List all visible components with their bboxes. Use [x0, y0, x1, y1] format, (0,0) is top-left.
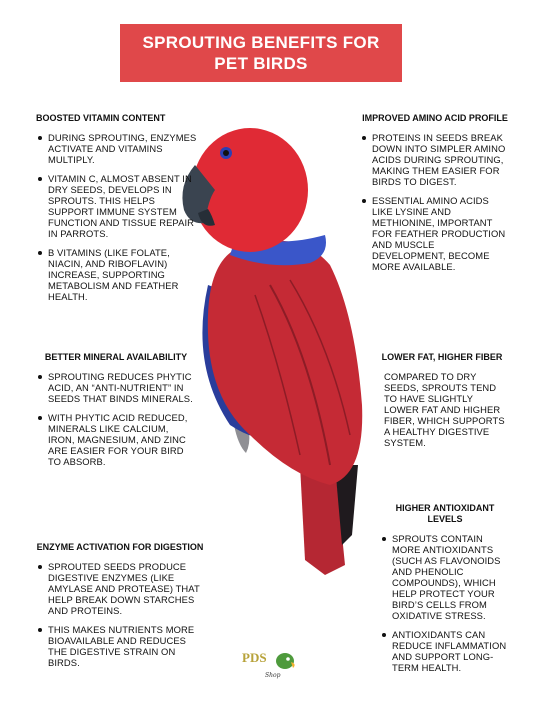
- section-enzyme: [36, 542, 204, 676]
- section-heading: IMPROVED AMINO ACID PROFILE: [362, 113, 508, 123]
- section-boosted-vitamin: [28, 113, 200, 310]
- section-fat-fiber: [378, 352, 506, 448]
- section-heading: HIGHER ANTIOXIDANT LEVELS: [395, 503, 495, 524]
- list-item: PROTEINS IN SEEDS BREAK DOWN INTO SIMPLER AMINO ACIDS DURING SPROUTING, MAKING THEM EASIER FOR BIRDS TO DIGEST.: [360, 132, 510, 187]
- logo-text: PDS: [242, 650, 267, 665]
- list-item: SPROUTED SEEDS PRODUCE DIGESTIVE ENZYMES (LIKE AMYLASE AND PROTEASE) THAT HELP BREAK DOWN STARCHES AND PROTEINS.: [36, 561, 204, 616]
- list-item: THIS MAKES NUTRIENTS MORE BIOAVAILABLE AND REDUCES THE DIGESTIVE STRAIN ON BIRDS.: [36, 624, 204, 668]
- list-item: DURING SPROUTING, ENZYMES ACTIVATE AND VITAMINS MULTIPLY.: [36, 132, 200, 165]
- list-item: ANTIOXIDANTS CAN REDUCE INFLAMMATION AND SUPPORT LONG-TERM HEALTH.: [380, 629, 510, 673]
- logo-subtext: Shop: [265, 672, 281, 679]
- list-item: ESSENTIAL AMINO ACIDS LIKE LYSINE AND METHIONINE, IMPORTANT FOR FEATHER PRODUCTION AND MUSCLE DEVELOPMENT, BECOME MORE AVAILABLE.: [360, 195, 510, 272]
- list-item: SPROUTS CONTAIN MORE ANTIOXIDANTS (SUCH AS FLAVONOIDS AND PHENOLIC COMPOUNDS), WHICH HELP PROTECT YOUR BIRD’S CELLS FROM OXIDATIVE STRESS.: [380, 533, 510, 621]
- list-item: VITAMIN C, ALMOST ABSENT IN DRY SEEDS, DEVELOPS IN SPROUTS. THIS HELPS SUPPORT IMMUNE SYSTEM FUNCTION AND TISSUE REPAIR IN PARROTS.: [36, 173, 200, 239]
- title-line-1: SPROUTING BENEFITS FOR: [142, 33, 380, 52]
- section-heading: ENZYME ACTIVATION FOR DIGESTION: [36, 542, 204, 552]
- title-line-2: PET BIRDS: [214, 54, 308, 73]
- section-mineral: [36, 352, 196, 475]
- section-heading: BOOSTED VITAMIN CONTENT: [36, 113, 166, 123]
- section-antioxidant: [380, 503, 510, 681]
- list-item: B VITAMINS (LIKE FOLATE, NIACIN, AND RIBOFLAVIN) INCREASE, SUPPORTING METABOLISM AND FEATHER HEALTH.: [36, 247, 200, 302]
- section-amino-acid: [360, 113, 510, 280]
- section-text: COMPARED TO DRY SEEDS, SPROUTS TEND TO HAVE SLIGHTLY LOWER FAT AND HIGHER FIBER, WHICH SUPPORTS A HEALTHY DIGESTIVE SYSTEM.: [384, 371, 505, 448]
- list-item: WITH PHYTIC ACID REDUCED, MINERALS LIKE CALCIUM, IRON, MAGNESIUM, AND ZINC ARE EASIER FOR YOUR BIRD TO ABSORB.: [36, 412, 196, 467]
- title-banner: [120, 24, 402, 82]
- section-heading: BETTER MINERAL AVAILABILITY: [44, 352, 188, 362]
- section-heading: LOWER FAT, HIGHER FIBER: [381, 352, 503, 362]
- list-item: SPROUTING REDUCES PHYTIC ACID, AN “ANTI-NUTRIENT” IN SEEDS THAT BINDS MINERALS.: [36, 371, 196, 404]
